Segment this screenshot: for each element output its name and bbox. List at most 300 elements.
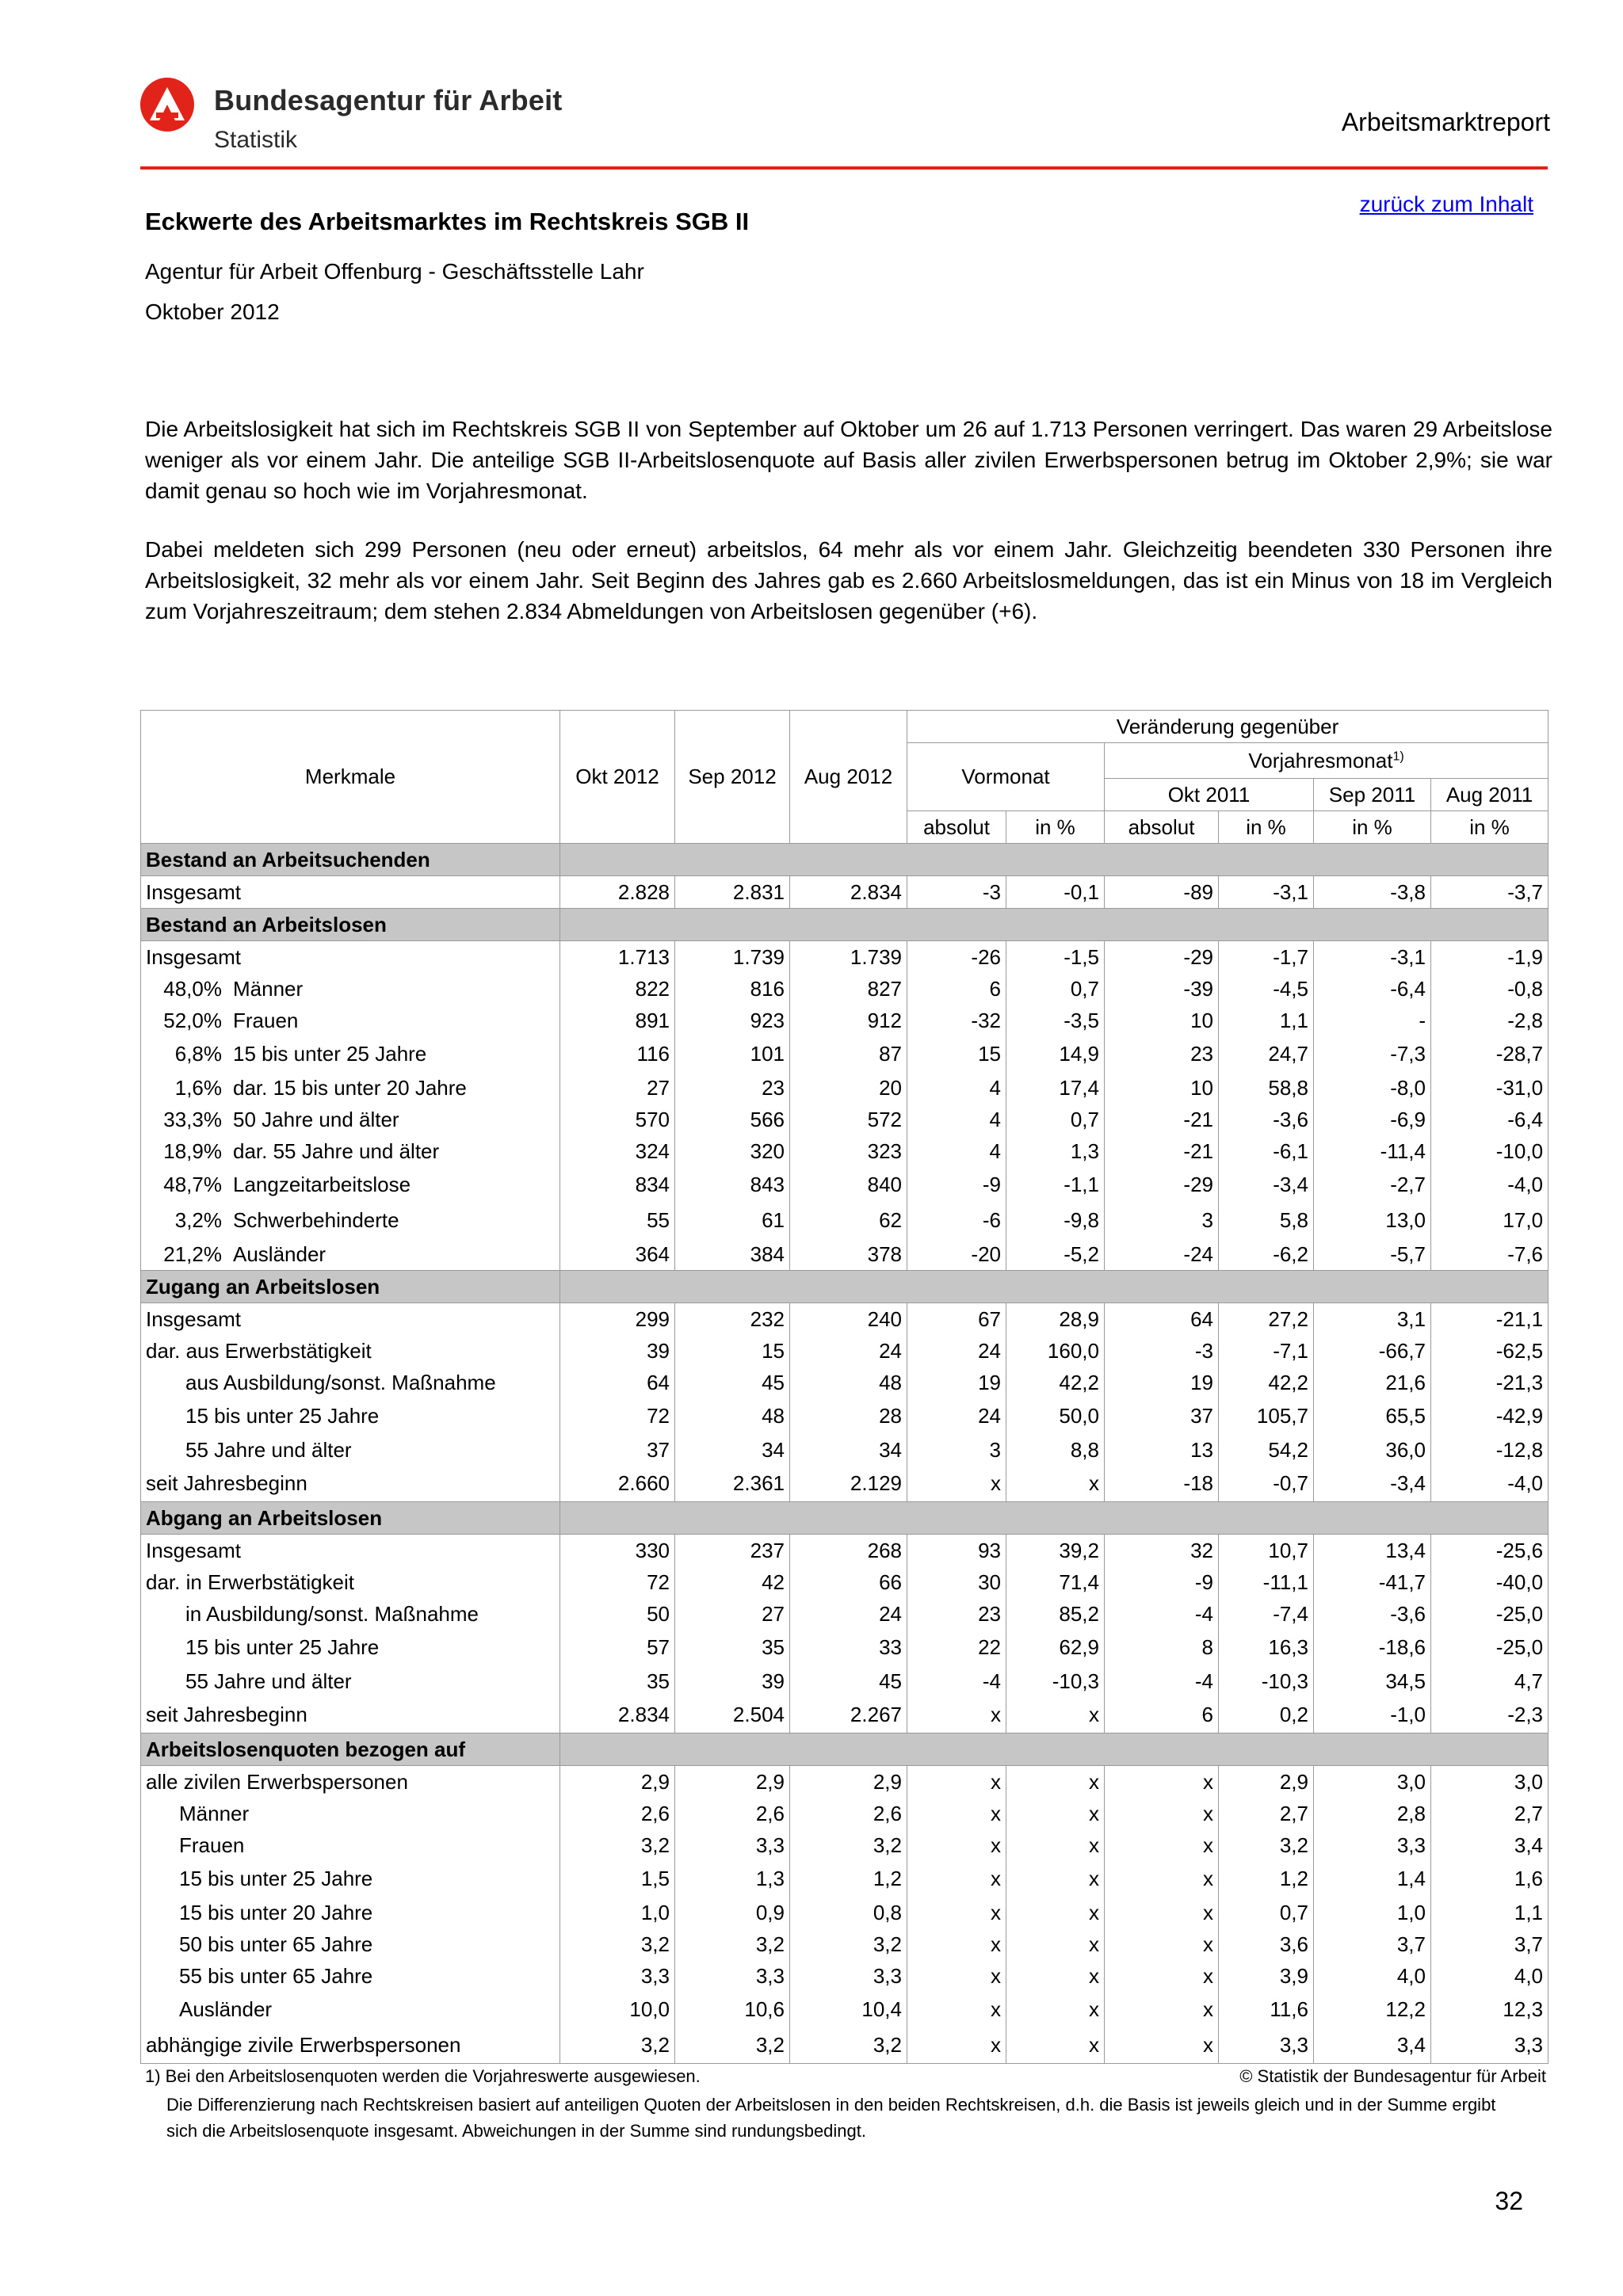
value-cell: 3,4 <box>1314 2027 1431 2064</box>
value-cell: 923 <box>675 1005 790 1036</box>
value-cell: 2,9 <box>1219 1766 1314 1798</box>
value-cell: 39,2 <box>1006 1535 1105 1567</box>
value-cell: x <box>1006 1928 1105 1960</box>
value-cell: -29 <box>1105 941 1219 974</box>
row-label-text: Ausländer <box>233 1241 327 1266</box>
value-cell: 19 <box>907 1367 1006 1398</box>
value-cell: 48 <box>675 1398 790 1434</box>
value-cell: 48 <box>790 1367 907 1398</box>
report-label: Arbeitsmarktreport <box>1341 108 1550 136</box>
value-cell: 32 <box>1105 1535 1219 1567</box>
value-cell: 1,1 <box>1219 1005 1314 1036</box>
value-cell: 384 <box>675 1238 790 1271</box>
table-row <box>141 1203 1549 1238</box>
value-cell: -7,4 <box>1219 1598 1314 1630</box>
value-cell: 4 <box>907 1135 1006 1167</box>
value-cell: 28,9 <box>1006 1303 1105 1336</box>
value-cell: 14,9 <box>1006 1036 1105 1072</box>
value-cell: -25,0 <box>1431 1630 1549 1665</box>
table-row <box>141 1398 1549 1434</box>
value-cell: -1,1 <box>1006 1167 1105 1203</box>
row-label-text: Insgesamt <box>146 1306 241 1331</box>
header-divider <box>140 166 1548 170</box>
value-cell: -42,9 <box>1431 1398 1549 1434</box>
value-cell: 3,3 <box>1431 2027 1549 2064</box>
table-row <box>141 1335 1549 1367</box>
value-cell: 24,7 <box>1219 1036 1314 1072</box>
value-cell: 39 <box>560 1335 675 1367</box>
value-cell: 240 <box>790 1303 907 1336</box>
value-cell: -4,0 <box>1431 1466 1549 1502</box>
section-row <box>141 1502 1549 1535</box>
col-header-veraenderung: Veränderung gegenüber <box>907 711 1549 743</box>
value-cell: 42,2 <box>1219 1367 1314 1398</box>
row-label-text: Insgesamt <box>146 944 241 969</box>
row-label-text: 55 Jahre und älter <box>185 1437 352 1462</box>
value-cell: 17,0 <box>1431 1203 1549 1238</box>
value-cell: 822 <box>560 973 675 1005</box>
value-cell: 12,3 <box>1431 1992 1549 2027</box>
value-cell: 62 <box>790 1203 907 1238</box>
back-to-contents-link[interactable]: zurück zum Inhalt <box>1359 192 1533 216</box>
value-cell: 2,6 <box>790 1798 907 1829</box>
row-share: 3,2% <box>174 1208 222 1232</box>
value-cell: 10,0 <box>560 1992 675 2027</box>
value-cell: 0,9 <box>675 1897 790 1928</box>
value-cell: 827 <box>790 973 907 1005</box>
value-cell: -0,1 <box>1006 876 1105 909</box>
value-cell: 1,2 <box>790 1861 907 1897</box>
value-cell: 3 <box>907 1434 1006 1466</box>
value-cell: -32 <box>907 1005 1006 1036</box>
value-cell: 23 <box>675 1072 790 1104</box>
value-cell: 45 <box>790 1665 907 1697</box>
value-cell: 28 <box>790 1398 907 1434</box>
table-row <box>141 1897 1549 1928</box>
row-label-text: seit Jahresbeginn <box>146 1471 307 1495</box>
summary-paragraph-1: Die Arbeitslosigkeit hat sich im Rechtskreis SGB II von September auf Oktober um 26 auf 1.713 Personen verringert. Das waren 29 Arbeitslose weniger als vor einem Jahr. Die anteilige SGB II-Arbeitslosenquote auf Basis aller zivilen Erwerbspersonen betrug im Oktober 2,9%; sie war damit genau so hoch wie im Vorjahresmonat. <box>145 417 1552 503</box>
value-cell: 62,9 <box>1006 1630 1105 1665</box>
value-cell: x <box>1105 1992 1219 2027</box>
col-header-sep2011: Sep 2011 <box>1314 779 1431 811</box>
value-cell: 10,4 <box>790 1992 907 2027</box>
col-header-in-pct: in % <box>1219 811 1314 844</box>
row-label-text: abhängige zivile Erwerbspersonen <box>146 2033 461 2057</box>
value-cell: 10 <box>1105 1005 1219 1036</box>
value-cell: 268 <box>790 1535 907 1567</box>
value-cell: 2.361 <box>675 1466 790 1502</box>
section-row <box>141 909 1549 941</box>
table-row <box>141 1104 1549 1135</box>
value-cell: 23 <box>1105 1036 1219 1072</box>
value-cell: 3,0 <box>1314 1766 1431 1798</box>
footnote-1: 1) Bei den Arbeitslosenquoten werden die Vorjahreswerte ausgewiesen. <box>145 2066 701 2086</box>
table-row <box>141 1798 1549 1829</box>
value-cell: x <box>1006 2027 1105 2064</box>
row-label-text: 50 bis unter 65 Jahre <box>179 1932 373 1956</box>
table-row <box>141 1466 1549 1502</box>
value-cell: -3,8 <box>1314 876 1431 909</box>
row-share: 21,2% <box>163 1241 222 1266</box>
value-cell: 20 <box>790 1072 907 1104</box>
table-body <box>141 844 1549 2064</box>
value-cell: 50,0 <box>1006 1398 1105 1434</box>
row-label-text: dar. in Erwerbstätigkeit <box>146 1569 355 1594</box>
row-share: 33,3% <box>163 1107 222 1131</box>
table-row <box>141 1238 1549 1271</box>
value-cell: 320 <box>675 1135 790 1167</box>
row-share: 52,0% <box>163 1008 222 1032</box>
value-cell: 54,2 <box>1219 1434 1314 1466</box>
table-row <box>141 1861 1549 1897</box>
value-cell: -6 <box>907 1203 1006 1238</box>
value-cell: x <box>1105 2027 1219 2064</box>
row-label <box>141 1665 560 1697</box>
value-cell: 3,3 <box>675 1829 790 1861</box>
value-cell: 105,7 <box>1219 1398 1314 1434</box>
ba-logo-icon <box>139 76 196 133</box>
value-cell: -3 <box>907 876 1006 909</box>
value-cell: x <box>907 1766 1006 1798</box>
row-label <box>141 1005 560 1036</box>
org-name: Bundesagentur für Arbeit <box>214 84 563 116</box>
row-label-text: 15 bis unter 20 Jahre <box>179 1900 373 1924</box>
value-cell: 2,7 <box>1431 1798 1549 1829</box>
value-cell: 816 <box>675 973 790 1005</box>
value-cell: 0,7 <box>1219 1897 1314 1928</box>
row-label-text: dar. 15 bis unter 20 Jahre <box>233 1075 467 1100</box>
value-cell: -28,7 <box>1431 1036 1549 1072</box>
value-cell: -3,6 <box>1219 1104 1314 1135</box>
col-header-sep2012: Sep 2012 <box>675 711 790 844</box>
report-month: Oktober 2012 <box>145 299 280 324</box>
value-cell: 1,3 <box>1006 1135 1105 1167</box>
value-cell: -89 <box>1105 876 1219 909</box>
value-cell: -1,9 <box>1431 941 1549 974</box>
section-fill <box>560 1502 1549 1535</box>
value-cell: 6 <box>1105 1697 1219 1733</box>
table-row <box>141 1697 1549 1733</box>
value-cell: 570 <box>560 1104 675 1135</box>
value-cell: 50 <box>560 1598 675 1630</box>
col-header-aug2011: Aug 2011 <box>1431 779 1549 811</box>
value-cell: 1,6 <box>1431 1861 1549 1897</box>
value-cell: -4 <box>1105 1598 1219 1630</box>
value-cell: 1,0 <box>1314 1897 1431 1928</box>
value-cell: 4,0 <box>1314 1960 1431 1992</box>
value-cell: 572 <box>790 1104 907 1135</box>
value-cell: 34 <box>790 1434 907 1466</box>
value-cell: 0,8 <box>790 1897 907 1928</box>
value-cell: x <box>907 1928 1006 1960</box>
row-label-text: Frauen <box>179 1833 245 1857</box>
value-cell: 30 <box>907 1566 1006 1598</box>
row-label <box>141 1566 560 1598</box>
section-row <box>141 1733 1549 1766</box>
table-row <box>141 1630 1549 1665</box>
row-label-text: 55 Jahre und älter <box>185 1669 352 1693</box>
value-cell: 3,2 <box>560 1829 675 1861</box>
value-cell: x <box>1006 1829 1105 1861</box>
value-cell: 2,8 <box>1314 1798 1431 1829</box>
col-header-okt2011: Okt 2011 <box>1105 779 1314 811</box>
value-cell: 13,4 <box>1314 1535 1431 1567</box>
page-title: Eckwerte des Arbeitsmarktes im Rechtskreis SGB II <box>145 208 750 235</box>
row-label <box>141 1897 560 1928</box>
value-cell: 1.739 <box>790 941 907 974</box>
value-cell: 11,6 <box>1219 1992 1314 2027</box>
row-label-text: 15 bis unter 25 Jahre <box>179 1867 373 1890</box>
value-cell: 15 <box>675 1335 790 1367</box>
row-label-text: Insgesamt <box>146 879 241 904</box>
row-label <box>141 1036 560 1072</box>
value-cell: x <box>907 1466 1006 1502</box>
value-cell: 65,5 <box>1314 1398 1431 1434</box>
value-cell: 378 <box>790 1238 907 1271</box>
summary-paragraph-2: Dabei meldeten sich 299 Personen (neu oder erneut) arbeitslos, 64 mehr als vor einem Jahr. Gleichzeitig beendeten 330 Personen ihre Arbeitslosigkeit, 32 mehr als vor einem Jahr. Seit Beginn des Jahres gab es 2.660 Arbeitslosmeldungen, das ist ein Minus von 18 im Vergleich zum Vorjahreszeitraum; dem stehen 2.834 Abmeldungen von Arbeitslosen gegenüber (+6). <box>145 537 1552 624</box>
value-cell: 3,2 <box>790 2027 907 2064</box>
row-label <box>141 1960 560 1992</box>
value-cell: 45 <box>675 1367 790 1398</box>
value-cell: 2,9 <box>560 1766 675 1798</box>
value-cell: 23 <box>907 1598 1006 1630</box>
value-cell: x <box>1006 1861 1105 1897</box>
value-cell: 3,9 <box>1219 1960 1314 1992</box>
value-cell: x <box>1006 1897 1105 1928</box>
value-cell: x <box>1006 1766 1105 1798</box>
value-cell: -1,5 <box>1006 941 1105 974</box>
value-cell: 71,4 <box>1006 1566 1105 1598</box>
value-cell: -6,1 <box>1219 1135 1314 1167</box>
value-cell: -10,0 <box>1431 1135 1549 1167</box>
col-header-okt2012: Okt 2012 <box>560 711 675 844</box>
value-cell: 33 <box>790 1630 907 1665</box>
value-cell: x <box>1006 1798 1105 1829</box>
value-cell: 4,0 <box>1431 1960 1549 1992</box>
value-cell: 55 <box>560 1203 675 1238</box>
table-row <box>141 1303 1549 1336</box>
value-cell: 1,0 <box>560 1897 675 1928</box>
value-cell: -18 <box>1105 1466 1219 1502</box>
value-cell: x <box>1006 1697 1105 1733</box>
value-cell: 27 <box>675 1598 790 1630</box>
row-label <box>141 1072 560 1104</box>
row-share: 48,0% <box>163 976 222 1001</box>
value-cell: 330 <box>560 1535 675 1567</box>
value-cell: 58,8 <box>1219 1072 1314 1104</box>
section-fill <box>560 1271 1549 1303</box>
value-cell: 4 <box>907 1104 1006 1135</box>
value-cell: 0,7 <box>1006 1104 1105 1135</box>
value-cell: 3,2 <box>790 1928 907 1960</box>
value-cell: x <box>1006 1992 1105 2027</box>
value-cell: -39 <box>1105 973 1219 1005</box>
value-cell: 912 <box>790 1005 907 1036</box>
value-cell: x <box>907 1697 1006 1733</box>
row-label <box>141 1829 560 1861</box>
value-cell: -4,5 <box>1219 973 1314 1005</box>
table-row <box>141 1766 1549 1798</box>
value-cell: -20 <box>907 1238 1006 1271</box>
value-cell: 364 <box>560 1238 675 1271</box>
value-cell: -21 <box>1105 1135 1219 1167</box>
row-label-text: in Ausbildung/sonst. Maßnahme <box>185 1601 479 1626</box>
row-label <box>141 941 560 974</box>
value-cell: x <box>907 1829 1006 1861</box>
row-label <box>141 1398 560 1434</box>
col-header-merkmale: Merkmale <box>141 711 560 844</box>
value-cell: 2.831 <box>675 876 790 909</box>
value-cell: 85,2 <box>1006 1598 1105 1630</box>
value-cell: 232 <box>675 1303 790 1336</box>
value-cell: 3,2 <box>675 2027 790 2064</box>
value-cell: 27 <box>560 1072 675 1104</box>
value-cell: 237 <box>675 1535 790 1567</box>
value-cell: 1,4 <box>1314 1861 1431 1897</box>
org-subtitle: Statistik <box>214 127 298 153</box>
table-row <box>141 1535 1549 1567</box>
row-label-text: Schwerbehinderte <box>233 1208 399 1232</box>
row-label <box>141 1203 560 1238</box>
value-cell: 3,4 <box>1431 1829 1549 1861</box>
value-cell: 13 <box>1105 1434 1219 1466</box>
value-cell: 323 <box>790 1135 907 1167</box>
value-cell: -12,8 <box>1431 1434 1549 1466</box>
value-cell: 42 <box>675 1566 790 1598</box>
value-cell: -3,1 <box>1219 876 1314 909</box>
value-cell: x <box>1105 1829 1219 1861</box>
value-cell: 13,0 <box>1314 1203 1431 1238</box>
value-cell: 12,2 <box>1314 1992 1431 2027</box>
row-label-text: Ausländer <box>179 1997 273 2021</box>
value-cell: -7,3 <box>1314 1036 1431 1072</box>
value-cell: x <box>1006 1466 1105 1502</box>
value-cell: 2.129 <box>790 1466 907 1502</box>
row-label-text: Männer <box>233 976 304 1001</box>
value-cell: x <box>907 1798 1006 1829</box>
value-cell: 2.834 <box>560 1697 675 1733</box>
row-label <box>141 1238 560 1271</box>
col-header-in-pct: in % <box>1431 811 1549 844</box>
value-cell: 10 <box>1105 1072 1219 1104</box>
table-row <box>141 1005 1549 1036</box>
value-cell: -26 <box>907 941 1006 974</box>
value-cell: -40,0 <box>1431 1566 1549 1598</box>
value-cell: 1,1 <box>1431 1897 1549 1928</box>
row-label <box>141 1303 560 1336</box>
value-cell: -3,5 <box>1006 1005 1105 1036</box>
value-cell: 3,7 <box>1431 1928 1549 1960</box>
value-cell: -29 <box>1105 1167 1219 1203</box>
value-cell: 840 <box>790 1167 907 1203</box>
table-row <box>141 2027 1549 2064</box>
value-cell: -5,2 <box>1006 1238 1105 1271</box>
value-cell: x <box>1105 1928 1219 1960</box>
section-label: Bestand an Arbeitslosen <box>141 909 560 941</box>
value-cell: 39 <box>675 1665 790 1697</box>
value-cell: 34 <box>675 1434 790 1466</box>
value-cell: x <box>907 1897 1006 1928</box>
row-label-text: 50 Jahre und älter <box>233 1107 399 1131</box>
value-cell: 72 <box>560 1566 675 1598</box>
col-header-in-pct: in % <box>1314 811 1431 844</box>
col-header-in-pct: in % <box>1006 811 1105 844</box>
value-cell: x <box>907 1992 1006 2027</box>
value-cell: 66 <box>790 1566 907 1598</box>
table-row <box>141 1566 1549 1598</box>
value-cell: 2.828 <box>560 876 675 909</box>
row-share: 48,7% <box>163 1173 222 1196</box>
row-label-text: 15 bis unter 25 Jahre <box>185 1404 380 1428</box>
value-cell: -10,3 <box>1219 1665 1314 1697</box>
row-label <box>141 973 560 1005</box>
table-row <box>141 1992 1549 2027</box>
value-cell: -2,7 <box>1314 1167 1431 1203</box>
value-cell: -7,6 <box>1431 1238 1549 1271</box>
row-label <box>141 1335 560 1367</box>
value-cell: 24 <box>790 1335 907 1367</box>
table-row <box>141 1135 1549 1167</box>
value-cell: 3,2 <box>560 1928 675 1960</box>
section-fill <box>560 844 1549 876</box>
section-label: Abgang an Arbeitslosen <box>141 1502 560 1535</box>
value-cell: -6,2 <box>1219 1238 1314 1271</box>
section-label: Arbeitslosenquoten bezogen auf <box>141 1733 560 1766</box>
row-label-text: Insgesamt <box>146 1538 241 1562</box>
value-cell: 5,8 <box>1219 1203 1314 1238</box>
value-cell: -3,7 <box>1431 876 1549 909</box>
value-cell: 93 <box>907 1535 1006 1567</box>
value-cell: x <box>907 2027 1006 2064</box>
value-cell: -1,0 <box>1314 1697 1431 1733</box>
value-cell: 3,2 <box>675 1928 790 1960</box>
row-label-text: alle zivilen Erwerbspersonen <box>146 1769 408 1794</box>
value-cell: 8,8 <box>1006 1434 1105 1466</box>
row-label <box>141 876 560 909</box>
value-cell: 24 <box>907 1398 1006 1434</box>
value-cell: -21,3 <box>1431 1367 1549 1398</box>
row-label <box>141 1434 560 1466</box>
value-cell: -18,6 <box>1314 1630 1431 1665</box>
value-cell: 61 <box>675 1203 790 1238</box>
table-row <box>141 1167 1549 1203</box>
value-cell: 3,3 <box>1219 2027 1314 2064</box>
value-cell: 24 <box>907 1335 1006 1367</box>
section-row <box>141 1271 1549 1303</box>
value-cell: -10,3 <box>1006 1665 1105 1697</box>
row-share: 6,8% <box>174 1042 222 1066</box>
value-cell: 34,5 <box>1314 1665 1431 1697</box>
table-row <box>141 1665 1549 1697</box>
value-cell: -21,1 <box>1431 1303 1549 1336</box>
value-cell: 324 <box>560 1135 675 1167</box>
value-cell: 17,4 <box>1006 1072 1105 1104</box>
value-cell: 2,6 <box>675 1798 790 1829</box>
value-cell: -9,8 <box>1006 1203 1105 1238</box>
value-cell: 1.739 <box>675 941 790 974</box>
value-cell: -2,3 <box>1431 1697 1549 1733</box>
row-label <box>141 2027 560 2064</box>
value-cell: 10,6 <box>675 1992 790 2027</box>
value-cell: 1,2 <box>1219 1861 1314 1897</box>
value-cell: -25,6 <box>1431 1535 1549 1567</box>
row-label-text: 55 bis unter 65 Jahre <box>179 1963 373 1988</box>
value-cell: 3,3 <box>675 1960 790 1992</box>
value-cell: 3,0 <box>1431 1766 1549 1798</box>
value-cell: 3,3 <box>790 1960 907 1992</box>
value-cell: 2.267 <box>790 1697 907 1733</box>
value-cell: 834 <box>560 1167 675 1203</box>
